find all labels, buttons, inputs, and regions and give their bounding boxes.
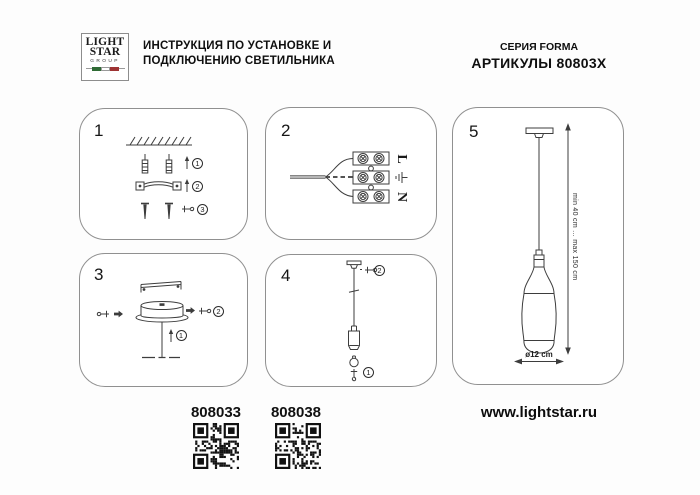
title-line-1: ИНСТРУКЦИЯ ПО УСТАНОВКЕ И	[143, 40, 332, 52]
flag-white	[101, 67, 110, 72]
panel1-drawing	[80, 109, 247, 239]
arrow-right-icon	[186, 307, 195, 314]
lamp-shade-icon	[522, 250, 556, 353]
terminal-label-neutral: N	[394, 191, 409, 202]
wire-neutral	[326, 177, 354, 197]
height-range-label: min 40 cm ... max 150 cm	[571, 193, 578, 281]
mounting-bracket-icon	[141, 282, 181, 293]
diameter-label: ø12 cm	[525, 350, 553, 359]
logo-flag	[86, 67, 125, 72]
diameter-dimension	[516, 359, 563, 363]
website-url: www.lightstar.ru	[480, 404, 598, 421]
page-title	[143, 39, 335, 68]
screwdriver-icon	[182, 206, 194, 212]
screw-icon	[141, 204, 149, 220]
step-badge-2: 2	[213, 306, 224, 317]
ground-symbol-icon	[396, 172, 408, 183]
supply-wire	[290, 176, 326, 178]
series-label: СЕРИЯ FORMA	[499, 41, 579, 53]
wire-live	[326, 159, 354, 178]
panel-step-4	[265, 254, 437, 387]
wall-anchor-icon	[142, 154, 148, 173]
screw-icon	[165, 204, 173, 220]
panel4-drawing	[266, 255, 436, 386]
arrow-up-icon	[185, 179, 189, 192]
panel-step-2	[265, 107, 437, 240]
qr-code-2	[275, 423, 321, 469]
step-badge-1: 1	[176, 330, 187, 341]
logo-star: STAR	[89, 45, 121, 58]
screwdriver-icon	[199, 308, 211, 314]
panel-number: 5	[469, 122, 479, 141]
arrow-up-icon	[169, 329, 173, 342]
panel-step-5	[452, 107, 624, 385]
terminal-screws	[358, 154, 384, 202]
logo-light: LIGHT	[85, 36, 125, 48]
step-badge-2: 2	[374, 265, 385, 276]
ceiling-hatch	[130, 137, 191, 145]
arrow-up-icon	[185, 156, 189, 169]
wall-anchor-icon	[166, 154, 172, 173]
mounting-bracket-icon	[136, 182, 181, 190]
panel2-drawing	[266, 108, 436, 239]
terminal-label-live: L	[394, 153, 409, 164]
title-line-2: ПОДКЛЮЧЕНИЮ СВЕТИЛЬНИКА	[143, 54, 335, 67]
step-badge-3: 3	[197, 204, 208, 215]
logo-group: GROUP	[90, 59, 120, 64]
flag-red	[110, 67, 119, 72]
flag-line-right	[119, 68, 125, 69]
bulb-icon	[350, 356, 358, 367]
step-badge-1: 1	[363, 367, 374, 378]
panel3-drawing	[80, 254, 247, 386]
ceiling-plate-icon	[526, 128, 553, 138]
canopy-icon	[136, 302, 188, 323]
screwdriver-icon	[351, 369, 357, 381]
arrow-right-icon	[114, 311, 123, 318]
qr-code-1	[193, 423, 239, 469]
screwdriver-icon	[97, 311, 109, 317]
panel-step-1	[79, 108, 248, 240]
article-number-2: 808038	[270, 404, 322, 421]
panel-step-3	[79, 253, 248, 387]
articles-label: АРТИКУЛЫ 80803X	[471, 55, 607, 71]
terminal-block-icon	[353, 152, 389, 203]
flag-green	[92, 67, 101, 72]
panel-number: 1	[94, 121, 104, 140]
step-badge-1: 1	[192, 158, 203, 169]
panel5-drawing	[453, 108, 623, 384]
panel-number: 4	[281, 266, 291, 285]
lightstar-logo	[81, 33, 129, 81]
step-badge-2: 2	[192, 181, 203, 192]
panel-number: 3	[94, 265, 104, 284]
lamp-socket-icon	[349, 326, 360, 350]
height-dimension	[566, 125, 570, 354]
ceiling-cap-icon	[347, 261, 361, 268]
panel-number: 2	[281, 121, 291, 140]
article-number-1: 808033	[190, 404, 242, 421]
